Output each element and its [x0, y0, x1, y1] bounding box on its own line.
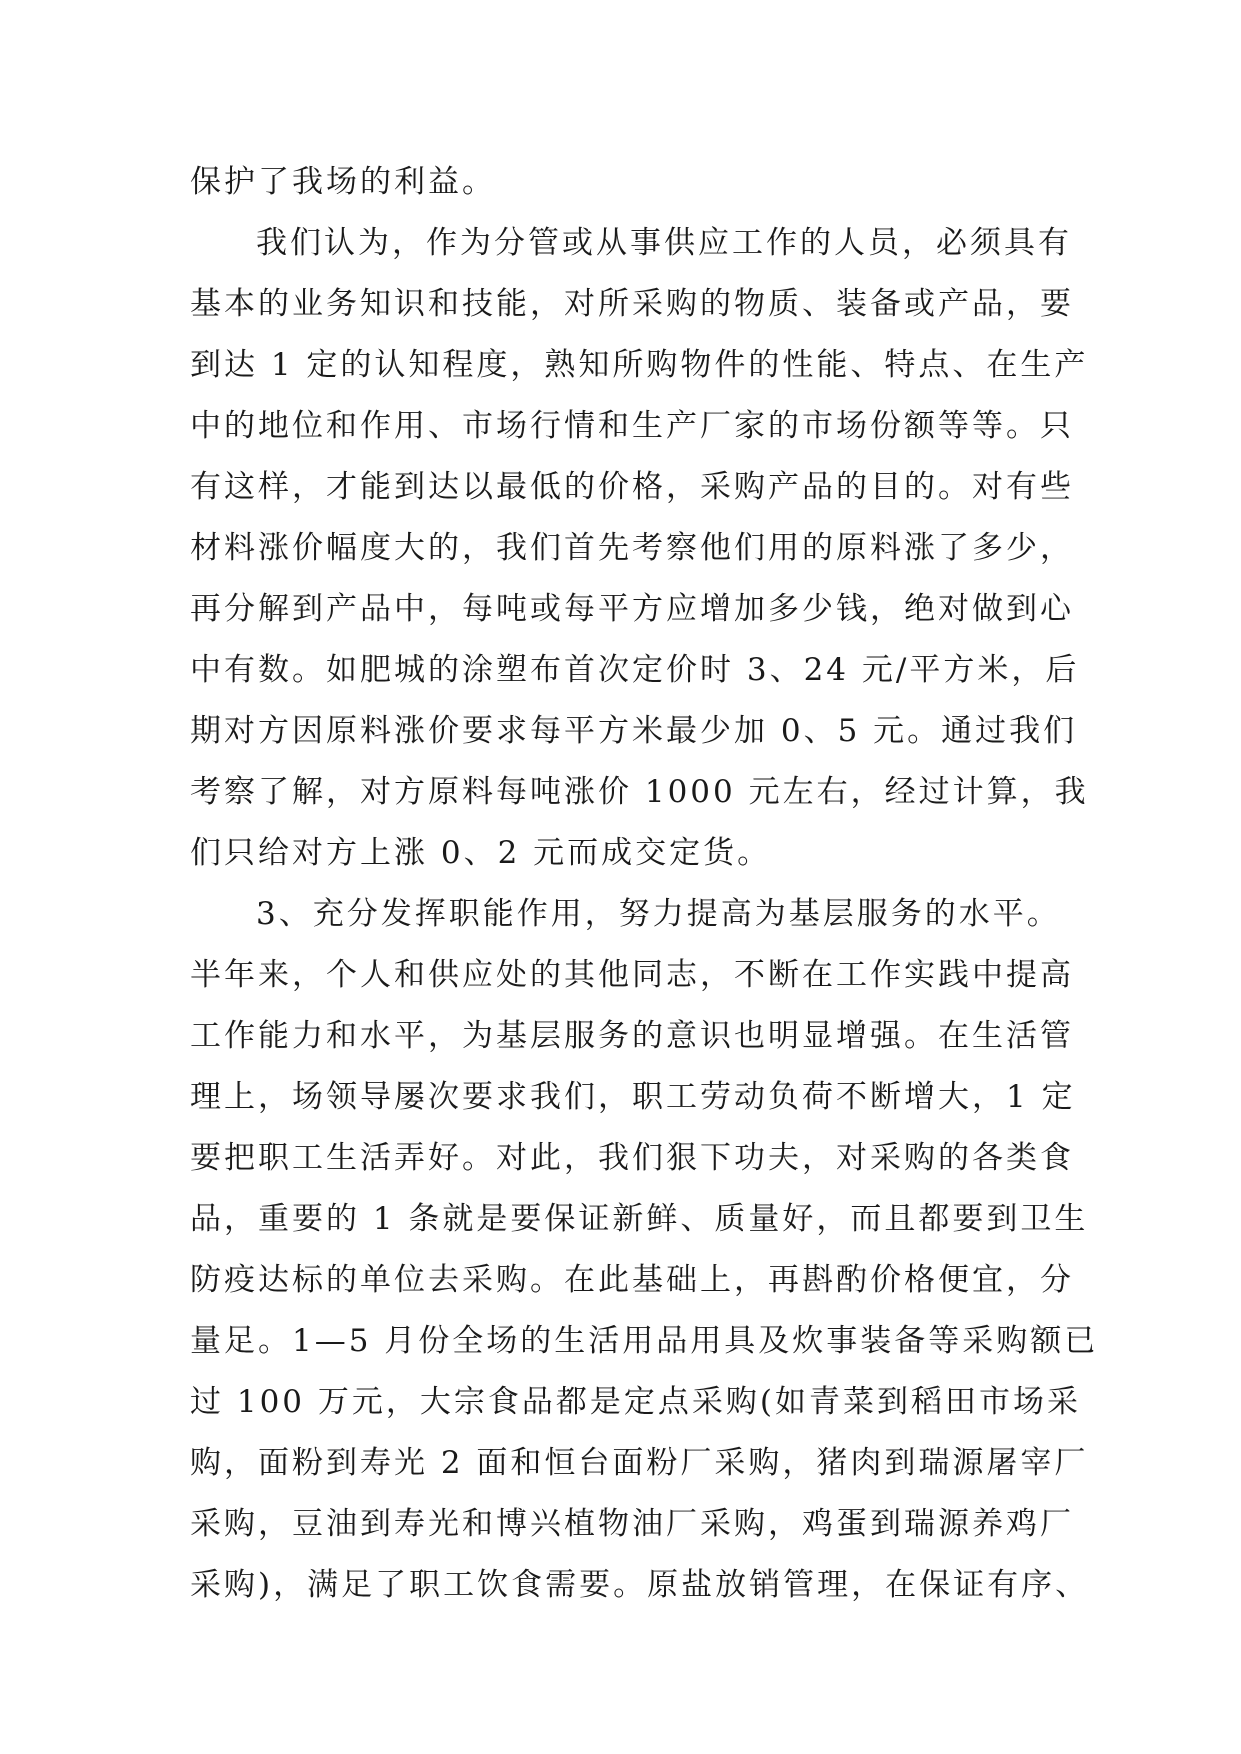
- text-line: 到达 1 定的认知程度，熟知所购物件的性能、特点、在生产: [190, 347, 1089, 383]
- text-line: 购，面粉到寿光 2 面和恒台面粉厂采购，猪肉到瑞源屠宰厂: [190, 1445, 1089, 1481]
- text-line: 中有数。如肥城的涂塑布首次定价时 3、24 元/平方米，后: [190, 652, 1080, 688]
- text-line: 过 100 万元，大宗食品都是定点采购(如青菜到稻田市场采: [190, 1384, 1081, 1420]
- text-line: 要把职工生活弄好。对此，我们狠下功夫，对采购的各类食: [190, 1140, 1074, 1176]
- text-line: 品，重要的 1 条就是要保证新鲜、质量好，而且都要到卫生: [190, 1201, 1089, 1237]
- text-line: 我们认为，作为分管或从事供应工作的人员，必须具有: [256, 225, 1072, 261]
- text-line: 防疫达标的单位去采购。在此基础上，再斟酌价格便宜，分: [190, 1262, 1074, 1298]
- text-line: 考察了解，对方原料每吨涨价 1000 元左右，经过计算，我: [190, 774, 1089, 810]
- text-line: 工作能力和水平，为基层服务的意识也明显增强。在生活管: [190, 1018, 1074, 1054]
- body-text: [190, 152, 1099, 1616]
- text-line: 理上，场领导屡次要求我们，职工劳动负荷不断增大，1 定: [190, 1079, 1076, 1115]
- text-line: 期对方因原料涨价要求每平方米最少加 0、5 元。通过我们: [190, 713, 1078, 749]
- text-line: 们只给对方上涨 0、2 元而成交定货。: [190, 835, 772, 871]
- text-line: 材料涨价幅度大的，我们首先考察他们用的原料涨了多少，: [190, 530, 1074, 566]
- text-line: 3、充分发挥职能作用，努力提高为基层服务的水平。: [256, 896, 1061, 932]
- text-line: 半年来，个人和供应处的其他同志，不断在工作实践中提高: [190, 957, 1074, 993]
- text-line: 中的地位和作用、市场行情和生产厂家的市场份额等等。只: [190, 408, 1074, 444]
- text-line: 保护了我场的利益。: [190, 164, 496, 200]
- text-line: 量足。1—5 月份全场的生活用品用具及炊事装备等采购额已: [190, 1323, 1099, 1359]
- text-line: 基本的业务知识和技能，对所采购的物质、装备或产品，要: [190, 286, 1074, 322]
- text-line: 采购)，满足了职工饮食需要。原盐放销管理，在保证有序、: [190, 1567, 1090, 1603]
- text-line: 采购，豆油到寿光和博兴植物油厂采购，鸡蛋到瑞源养鸡厂: [190, 1506, 1074, 1542]
- text-line: 有这样，才能到达以最低的价格，采购产品的目的。对有些: [190, 469, 1074, 505]
- text-line: 再分解到产品中，每吨或每平方应增加多少钱，绝对做到心: [190, 591, 1074, 627]
